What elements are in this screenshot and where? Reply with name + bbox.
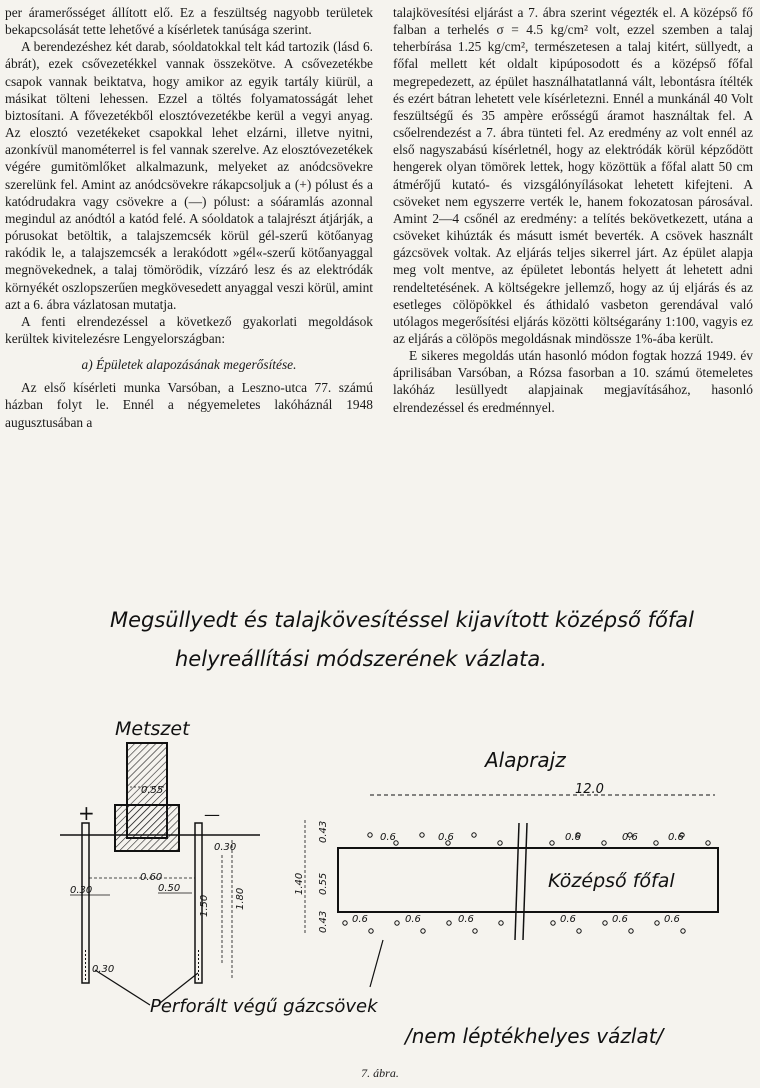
dim-pipe-spacing-top-3: 0.6 xyxy=(565,832,581,843)
plan-label: Alaprajz xyxy=(485,748,566,772)
pipe-position-marker xyxy=(395,921,399,925)
dim-pipe-spacing-bottom-6: 0.6 xyxy=(664,914,680,925)
dim-plan-a: 0.43 xyxy=(318,820,329,843)
dim-depth-top: 0.30 xyxy=(214,842,237,853)
dim-pipe-spacing-top-1: 0.6 xyxy=(380,832,396,843)
pipe-position-marker xyxy=(706,841,710,845)
dim-plan-length: 12.0 xyxy=(575,782,604,797)
pipe-position-marker xyxy=(603,921,607,925)
dim-pipe-spacing-top-4: 0.6 xyxy=(622,832,638,843)
wall-label: Középső főfal xyxy=(548,870,675,892)
dim-pipe-spacing-bottom-1: 0.6 xyxy=(352,914,368,925)
dim-pipe-spacing-top-2: 0.6 xyxy=(438,832,454,843)
pipe-position-marker xyxy=(473,929,477,933)
dim-pipe-spacing-bottom-2: 0.6 xyxy=(405,914,421,925)
pipe-position-marker xyxy=(655,921,659,925)
pipes-label: Perforált végű gázcsövek xyxy=(150,996,378,1017)
pipe-position-marker xyxy=(629,929,633,933)
pipe-position-marker xyxy=(368,833,372,837)
dim-plan-b: 0.55 xyxy=(318,872,329,895)
pipe-position-marker xyxy=(550,841,554,845)
pipe-position-marker xyxy=(343,921,347,925)
pipe-position-marker xyxy=(499,921,503,925)
pipe-position-marker xyxy=(551,921,555,925)
pipe-position-marker xyxy=(498,841,502,845)
paragraph: E sikeres megoldás után hasonló módon fogtak hozzá 1949. év áprilisában Varsóban, a Rózsa fasorban a 10. számú ötemeletes lakóház lesüllyedt alapjainak megjavításához, hasonló elrendezéssel és eredménnyel. xyxy=(393,348,753,415)
figure-title-line1: Megsüllyedt és talajkövesítéssel kijavított középső főfal xyxy=(110,608,694,632)
section-heading: a) Épületek alapozásának megerősítése. xyxy=(81,357,297,373)
plan-view xyxy=(294,782,718,940)
dim-pipe-spacing-top-5: 0.6 xyxy=(668,832,684,843)
figure-caption: 7. ábra. xyxy=(361,1066,399,1080)
paragraph: per áramerősséget állított elő. Ez a feszültség nagyobb területek bekapcsolását tette lehetővé a kísérletek tanúsága szerint. xyxy=(5,5,373,38)
plus-pole: + xyxy=(78,801,95,825)
dim-plan-width: 1.40 xyxy=(294,872,305,895)
minus-pole: — xyxy=(204,805,220,824)
dim-offset-right: 0.50 xyxy=(158,883,181,894)
figure-7-sketch xyxy=(0,595,760,1065)
dim-pipe-spacing-bottom-5: 0.6 xyxy=(612,914,628,925)
dim-spacing: 0.60 xyxy=(140,872,163,883)
pipe-position-marker xyxy=(447,921,451,925)
figure-title-line2: helyreállítási módszerének vázlata. xyxy=(175,647,547,671)
paragraph: talajkövesítési eljárást a 7. ábra szerint végezték el. A középső fő falban a terhelés σ = 4.5 kg/cm² volt, ezzel szemben a talaj teherbírása 1.25 kg/cm², természetesen a talaj kitért, süllyedt, a főfal mellett két oldalt kipúposodott és a középső főfal megrepedezett, az épület használhatatlanná vált, lebontásra ítélték és ezért bátran lehetett vele kísérletezni. Ennél a munkánál 40 Volt feszültségű és 35 ampère erősségű áramot használtak fel. A csőelrendezést a 7. ábra tünteti fel. Az eredmény az volt ennél az első nagyszabású kísérletnél, hogy az elektródák körül képződött hengerek olyan tömörek lettek, hogy közöttük a főfal alatt 50 cm átmérőjű kutató- és vizsgálónyílásokat lehetett kifejteni. A csöveket nem egyszerre verték le, hanem fokozatosan párosával. Amint 2—4 csőnél az eredmény: a telítés bekövetkezett, utána a csöveket kihúzták és másutt ismét beverték. A csövek használt gázcsövek voltak. Az eljárás teljes sikerrel járt. Az épület alapja meg volt mentve, az épületet lebontás helyett át lehetett adni rendeltetésének. A költségekre jellemző, hogy az új eljárás és az esetleges cölöpökkel és áthidaló vasbeton gerendával való utólagos megerősítési eljárás közötti költségarány 1:100, vagyis ez az eljárás a cölöpös megoldásnak mindössze 1%-ába került. xyxy=(393,5,753,346)
pipe-position-marker xyxy=(369,929,373,933)
dim-pipe-spacing-bottom-3: 0.6 xyxy=(458,914,474,925)
pipe-position-marker xyxy=(472,833,476,837)
section-view xyxy=(60,743,260,983)
pipe-position-marker xyxy=(394,841,398,845)
paragraph: A fenti elrendezéssel a következő gyakorlati megoldások kerültek kivitelezésre Lengyelországban: xyxy=(5,313,373,346)
paragraph: Az első kísérleti munka Varsóban, a Leszno-utca 77. számú házban folyt le. Ennél a négyemeletes lakóháznál 1948 augusztusában a xyxy=(5,380,373,430)
right-text-column xyxy=(393,4,753,416)
pipe-position-marker xyxy=(577,929,581,933)
dim-depth-total: 1.80 xyxy=(235,887,246,910)
pipe-position-marker xyxy=(654,841,658,845)
scale-note: /nem léptékhelyes vázlat/ xyxy=(405,1024,664,1048)
section-label: Metszet xyxy=(115,718,190,740)
dim-plan-c: 0.43 xyxy=(318,910,329,933)
pipe-position-marker xyxy=(421,929,425,933)
pipe-position-marker xyxy=(602,841,606,845)
left-text-column xyxy=(5,4,373,431)
pipe-position-marker xyxy=(420,833,424,837)
dim-pipe-spacing-bottom-4: 0.6 xyxy=(560,914,576,925)
pipe-position-marker xyxy=(681,929,685,933)
paragraph: A berendezéshez két darab, sóoldatokkal telt kád tartozik (lásd 6. ábrát), ezek csővezetékkel vannak összekötve. A csővezetékbe csapok vannak beiktatva, hogy amikor az egyik tartály kiürül, a másikat tölteni lehessen. Ezzel a töltés folyamatosságát lehet biztosítani. A fővezetékből elosztóvezetékbe kerül a vegyi anyag. Az elosztó vezetékeket csapokkal lehet elzárni, illetve nyitni, azonkívül manométerrel is fel vannak szerelve. Az elosztóvezetékek végére gumitömlőket alkalmazunk, melyeket az anódcsövekre szerelünk fel. Amint az anódcsövekre rákapcsoljuk a (+) pólust és a katódrudakra vagy csövekre a (—) pólust: a sóáramlás azonnal megindul az anódtól a katód felé. A sóoldatok a talajrészt átjárják, a pórusokat betöltik, a talajszemcsék körül gél-szerű kötőanyag rakódik le, a talajszemcsék a lerakódott »gél«-szerű kötőanyaggal megnövekednek, a talaj tömörödik, vízzáró lesz és az elektródák környékét oszlopszerűen megkövesedett anyaggal veszi körül, amint azt a 6. ábra vázlatosan mutatja. xyxy=(5,39,373,312)
dim-tip: 0.30 xyxy=(92,964,115,975)
footing xyxy=(115,805,179,851)
dim-offset-left: 0.30 xyxy=(70,885,93,896)
dim-depth-mid: 1.50 xyxy=(199,894,210,917)
dim-wall-width: 0.55 xyxy=(141,785,164,796)
